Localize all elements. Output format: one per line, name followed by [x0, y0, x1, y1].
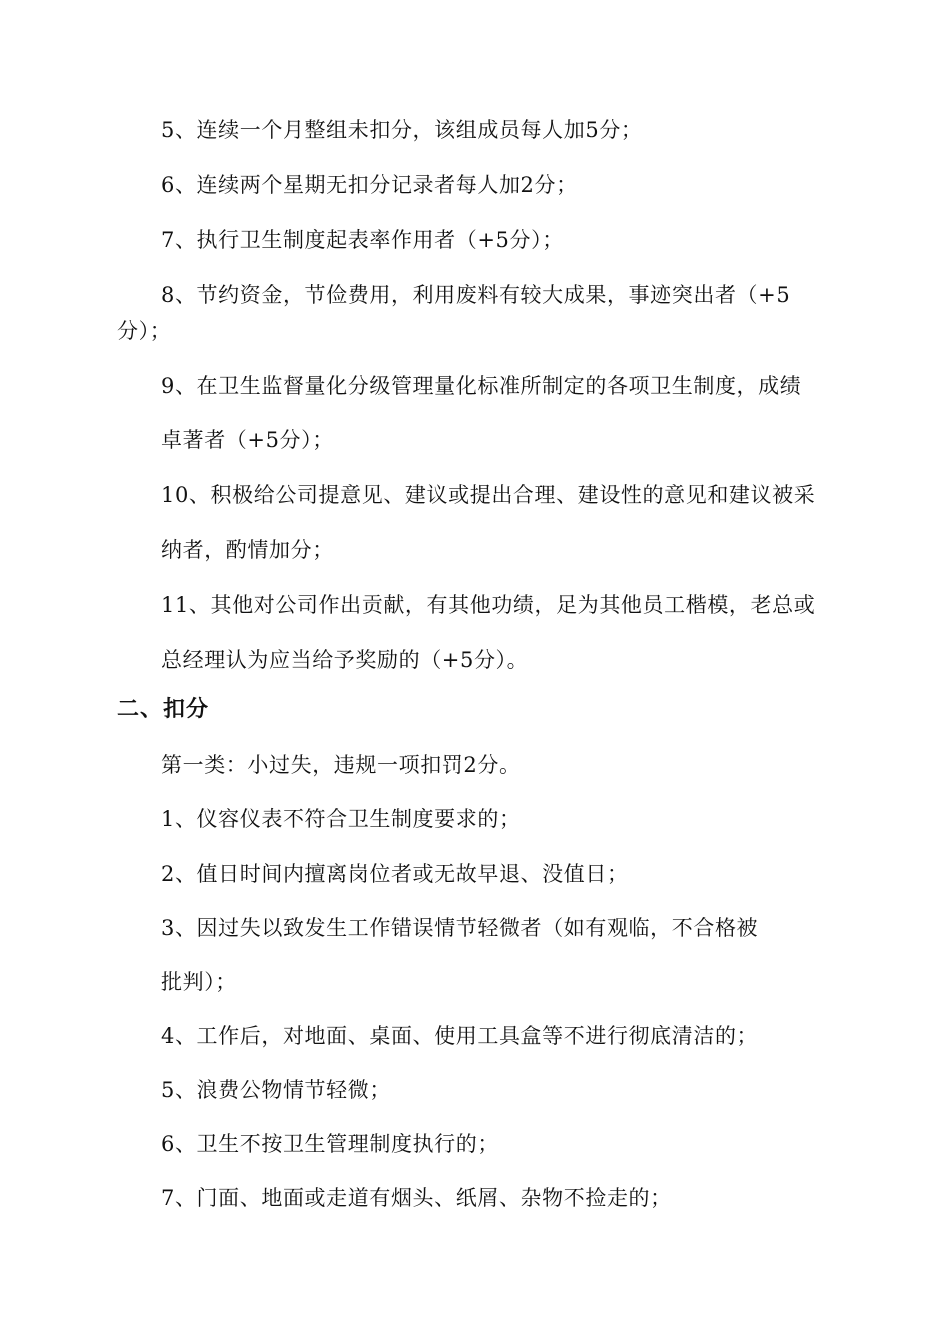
bonus-item-8-line-2: 分）； — [117, 319, 172, 343]
bonus-item-11-line-2: 总经理认为应当给予奖励的（+5分）。 — [161, 648, 529, 672]
bonus-item-5: 5、连续一个月整组未扣分，该组成员每人加5分； — [161, 118, 643, 142]
bonus-item-6: 6、连续两个星期无扣分记录者每人加2分； — [161, 173, 578, 197]
category-intro: 第一类：小过失，违规一项扣罚2分。 — [161, 753, 521, 777]
deduction-item-1: 1、仪容仪表不符合卫生制度要求的； — [161, 807, 521, 831]
deduction-item-2: 2、值日时间内擅离岗位者或无故早退、没值日； — [161, 862, 629, 886]
bonus-item-9-line-2: 卓著者（+5分）； — [161, 428, 334, 452]
bonus-item-10-line-1: 10、积极给公司提意见、建议或提出合理、建设性的意见和建议被采 — [161, 483, 816, 507]
bonus-item-7: 7、执行卫生制度起表率作用者（+5分）； — [161, 228, 564, 252]
bonus-item-11-line-1: 11、其他对公司作出贡献，有其他功绩，足为其他员工楷模，老总或 — [161, 593, 816, 617]
deduction-item-7: 7、门面、地面或走道有烟头、纸屑、杂物不捡走的； — [161, 1186, 672, 1210]
bonus-item-8-line-1: 8、节约资金，节俭费用，利用废料有较大成果，事迹突出者（+5 — [161, 283, 791, 307]
bonus-item-10-line-2: 纳者，酌情加分； — [161, 538, 334, 562]
deduction-item-4: 4、工作后，对地面、桌面、使用工具盒等不进行彻底清洁的； — [161, 1024, 759, 1048]
deduction-item-6: 6、卫生不按卫生管理制度执行的； — [161, 1132, 499, 1156]
section-heading-deductions: 二、扣分 — [117, 697, 210, 722]
deduction-item-5: 5、浪费公物情节轻微； — [161, 1078, 391, 1102]
bonus-item-9-line-1: 9、在卫生监督量化分级管理量化标准所制定的各项卫生制度，成绩 — [161, 374, 802, 398]
deduction-item-3-line-1: 3、因过失以致发生工作错误情节轻微者（如有观临，不合格被 — [161, 916, 759, 940]
deduction-item-3-line-2: 批判）； — [161, 970, 237, 994]
